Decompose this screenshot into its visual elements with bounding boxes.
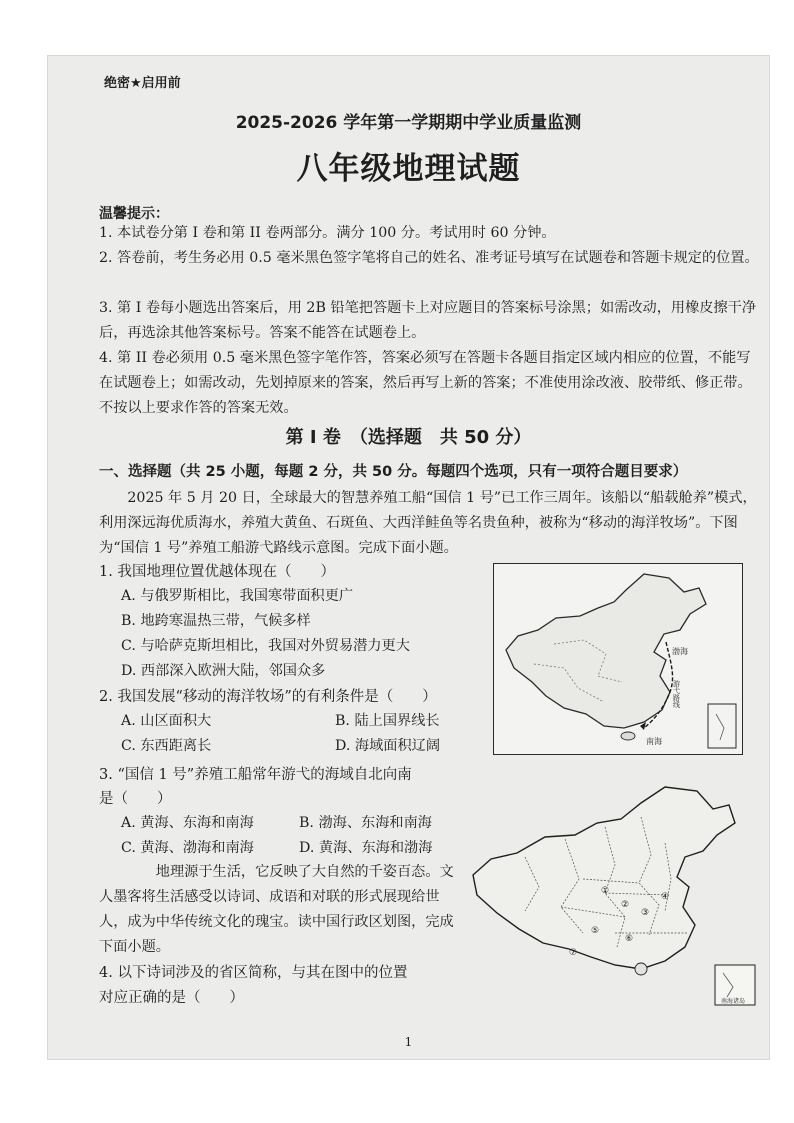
question-4-stem-line1: 4. 以下诗词涉及的省区简称，与其在图中的位置: [99, 965, 408, 981]
cruise-route-map-graphic: [494, 564, 742, 754]
exam-title: 2025-2026 学年第一学期期中学业质量监测: [235, 113, 582, 133]
question-1-option-d: D. 西部深入欧洲大陆，邻国众多: [121, 663, 326, 679]
page-number: 1: [404, 1035, 413, 1049]
notes-title: 温馨提示：: [99, 206, 169, 222]
question-2-option-d: D. 海域面积辽阔: [335, 738, 441, 754]
map-marker-2: ②: [621, 900, 630, 910]
map-marker-7: ⑦: [569, 948, 578, 958]
map1-label-bottom: 南海: [646, 737, 662, 746]
question-3-stem-line1: 3. “国信 1 号”养殖工船常年游弋的海域自北向南: [99, 767, 412, 783]
note-item-3: 3. 第 I 卷每小题选出答案后，用 2B 铅笔把答题卡上对应题目的答案标号涂黑；如需改动，用橡皮擦干净后，再选涂其他答案标号。答案不能答在试题卷上。: [99, 300, 757, 341]
china-outline: [473, 787, 735, 969]
exam-paper-sheet: [47, 55, 770, 1060]
question-1-option-a: A. 与俄罗斯相比，我国寒带面积更广: [121, 588, 354, 604]
hainan-island: [621, 732, 635, 740]
question-2-option-b: B. 陆上国界线长: [335, 713, 440, 729]
china-administrative-map: [465, 783, 761, 1008]
south-sea-inset-outline: [716, 714, 724, 740]
map-marker-4: ④: [661, 892, 670, 902]
question-2-option-c: C. 东西距离长: [121, 738, 212, 754]
question-1-option-c: C. 与哈萨克斯坦相比，我国对外贸易潜力更大: [121, 638, 410, 654]
subject-title: 八年级地理试题: [296, 151, 521, 187]
note-item-2: 2. 答卷前，考生务必用 0.5 毫米黑色签字笔将自己的姓名、准考证号填写在试题卷和答题卡规定的位置。: [99, 250, 759, 266]
question-3-option-d: D. 黄海、东海和渤海: [299, 840, 433, 856]
question-2-stem: 2. 我国发展“移动的海洋牧场”的有利条件是（ ）: [99, 689, 437, 705]
part-heading: 一、选择题（共 25 小题，每题 2 分，共 50 分。每题四个选项，只有一项符合题目要求）: [99, 464, 688, 480]
china-administrative-map-graphic: [465, 783, 761, 1008]
cruise-route-map: [493, 563, 743, 755]
map-marker-5: ⑤: [591, 926, 600, 936]
map1-label-route: 游弋路线: [672, 680, 680, 708]
question-3-option-a: A. 黄海、东海和南海: [121, 815, 254, 831]
question-1-option-b: B. 地跨寒温热三带，气候多样: [121, 613, 311, 629]
question-3-option-b: B. 渤海、东海和南海: [299, 815, 432, 831]
note-item-1: 1. 本试卷分第 I 卷和第 II 卷两部分。满分 100 分。考试用时 60 分钟。: [99, 225, 556, 241]
south-sea-inset-frame: [708, 704, 736, 748]
question-3-stem-line2: 是（ ）: [99, 791, 172, 807]
map-marker-3: ③: [641, 908, 650, 918]
note-item-4: 4. 第 II 卷必须用 0.5 毫米黑色签字笔作答，答案必须写在答题卡各题目指定区域内相应的位置，不能写在试题卷上；如需改动，先划掉原来的答案，然后再写上新的答案；不准使用涂改液、胶带纸、修正带。不按以上要求作答的答案无效。: [99, 350, 752, 416]
south-sea-inset-label: 南海诸岛: [721, 999, 746, 1005]
material-intro-2: 地理源于生活，它反映了大自然的千姿百态。文人墨客将生活感受以诗词、成语和对联的形式展现给世人，成为中华传统文化的瑰宝。读中国行政区划图，完成下面小题。: [99, 864, 454, 955]
hainan-island: [635, 963, 647, 975]
section-title: 第 I 卷 （选择题 共 50 分）: [285, 427, 532, 448]
question-2-option-a: A. 山区面积大: [121, 713, 212, 729]
question-4-stem-line2: 对应正确的是（ ）: [99, 990, 244, 1006]
map-marker-6: ⑥: [625, 934, 634, 944]
map1-label-top: 渤海: [672, 647, 688, 656]
confidential-label: 绝密★启用前: [104, 76, 181, 91]
question-1-stem: 1. 我国地理位置优越体现在（ ）: [99, 564, 335, 580]
question-3-option-c: C. 黄海、渤海和南海: [121, 840, 254, 856]
material-intro-1: 2025 年 5 月 20 日，全球最大的智慧养殖工船“国信 1 号”已工作三周年。该船以“船载舱养”模式，利用深远海优质海水，养殖大黄鱼、石斑鱼、大西洋鲑鱼等名贵鱼种，被称为“移动的海洋牧场”。下图为“国信 1 号”养殖工船游弋路线示意图。完成下面小题。: [99, 490, 757, 556]
map-marker-1: ①: [601, 886, 610, 896]
